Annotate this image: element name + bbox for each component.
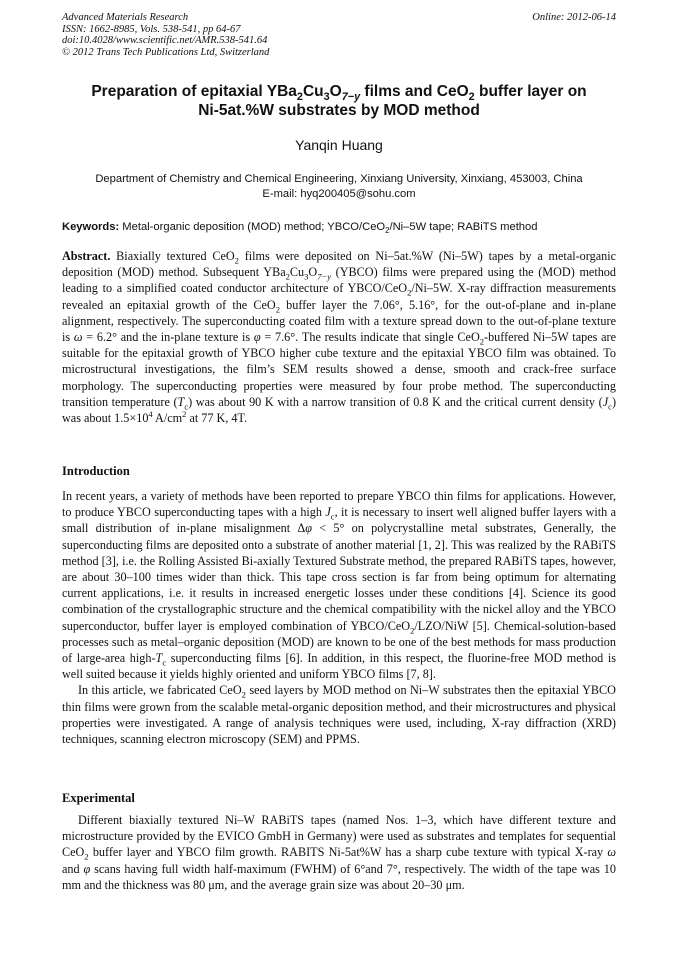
abstract: Abstract. Biaxially textured CeO$_2$ films were deposited on Ni–5at.%W (Ni–5W) tapes by a metal-organic deposition (MOD) method. Subsequent $YBa_2Cu_3O_{7-y}$ (YBCO) films were prepared using the (MOD) method leading to a simplified coated conductor architecture of YBCO/CeO$_2$/Ni–5W. X-ray diffraction measurements revealed an epitaxial growth of the CeO$_2$ buffer layer the 7.06°, 5.16°, for the out-of-plane and in-plane alignment, respectively. The superconducting coated film with a texture spread down to the out-of-plane texture is ω = 6.2° and the in-plane texture is φ = 7.6°. The results indicate that single CeO$_2$-buffered Ni–5W tapes are suitable for the epitaxial growth of YBCO higher cube texture and the epitaxial YBCO film was obtained. To microstructural investigations, the film’s SEM results showed a dense, smooth and crack-free surface morphology. The superconducting properties were measured by four probe method. The superconducting transition temperature $(T_c)$ was about 90 K with a narrow transition of 0.8 K and the critical current density $(J_c)$ was about $1.5\times 10^4$ $A/cm^2$ at 77 K, 4T.: [62, 249, 616, 426]
affiliation-line: Department of Chemistry and Chemical Engineering, Xinxiang University, Xinxiang, 453003, China: [95, 173, 583, 185]
journal-doi: doi:10.4028/www.scientific.net/AMR.538-541.64: [62, 35, 268, 46]
experimental-paragraph-1: Different biaxially textured Ni–W RABiTS tapes (named Nos. 1–3, which have different texture and microstructure provided by the EVICO GmbH in Germany) were used as substrates and templates for sequential CeO$_2$ buffer layer and YBCO film growth. RABITS Ni-5at%W has a sharp cube texture with typical X-ray ω and φ scans having full width half-maximum (FWHM) of 6°and 7°, respectively. The width of the tape was 10 mm and the thickness was 80 μm, and the average grain size was about 20–30 μm.: [62, 813, 616, 892]
online-date: Online: 2012-06-14: [532, 12, 616, 23]
experimental-section: [62, 812, 616, 893]
keywords-label: Keywords:: [62, 221, 120, 233]
title-line-1: Preparation of epitaxial $YBa_2Cu_3O_{7-y}$ films and CeO$_2$ buffer layer on: [91, 83, 587, 104]
affiliation: [62, 172, 616, 201]
keywords: Keywords: Metal-organic deposition (MOD) method; YBCO/CeO$_2$/Ni–5W tape; RABiTS method: [62, 221, 538, 236]
introduction-section: [62, 488, 616, 747]
introduction-paragraph-2: In this article, we fabricated CeO$_2$ seed layers by MOD method on Ni–W substrates then the epitaxial YBCO thin films were grown from the scalable metal-organic deposition method, and their microstructures and physical properties were investigated. A range of analysis techniques were used, including, X-ray diffraction (XRD) techniques, scanning electron microscopy (SEM) and PPMS.: [62, 683, 616, 747]
journal-header: [62, 12, 616, 58]
introduction-heading: Introduction: [62, 464, 130, 478]
introduction-paragraph-1: In recent years, a variety of methods have been reported to prepare YBCO thin films for applications. However, to produce YBCO superconducting tapes with a high $J_c$, it is necessary to insert well aligned buffer layers with a small distribution of in-plane misalignment Δφ < 5° on polycrystalline metal substrates, Generally, the superconducting films are deposited onto a substrate of another material [1, 2]. This was realized by the RABiTS method [3], i.e. the Rolling Assisted Bi-axially Textured Substrate method, the prepared RABiTS tapes, however, are about 30–100 times wider than thick. This tape cross section is far from being optimum for alternating current applications, i.e. it results in increased energetic losses under these conditions [4]. Science its good combination of the crystallographic structure and the chemical compatibility with the nickel alloy and the YBCO superconductor, buffer layer is employed combination of YBCO/CeO$_2$/LZO/NiW [5]. Chemical-solution-based processes such as metal–organic deposition (MOD) are known to be one of the best methods for mass production of large-area high-$T_c$ superconducting films [6]. In addition, in this respect, the fluorine-free MOD method is well suited because it yields highly oriented and uniform YBCO films [7, 8].: [62, 489, 616, 682]
journal-copyright: © 2012 Trans Tech Publications Ltd, Switzerland: [62, 46, 270, 58]
paper-title: [62, 82, 616, 120]
abstract-label: Abstract.: [62, 249, 111, 263]
experimental-heading: Experimental: [62, 791, 135, 805]
author-name: Yanqin Huang: [295, 137, 383, 153]
journal-name: Advanced Materials Research: [62, 12, 189, 23]
author-email[interactable]: E-mail: hyq200405@sohu.com: [262, 187, 416, 200]
journal-issn: ISSN: 1662-8985, Vols. 538-541, pp 64-67: [62, 23, 241, 35]
title-line-2: Ni-5at.%W substrates by MOD method: [198, 102, 480, 119]
